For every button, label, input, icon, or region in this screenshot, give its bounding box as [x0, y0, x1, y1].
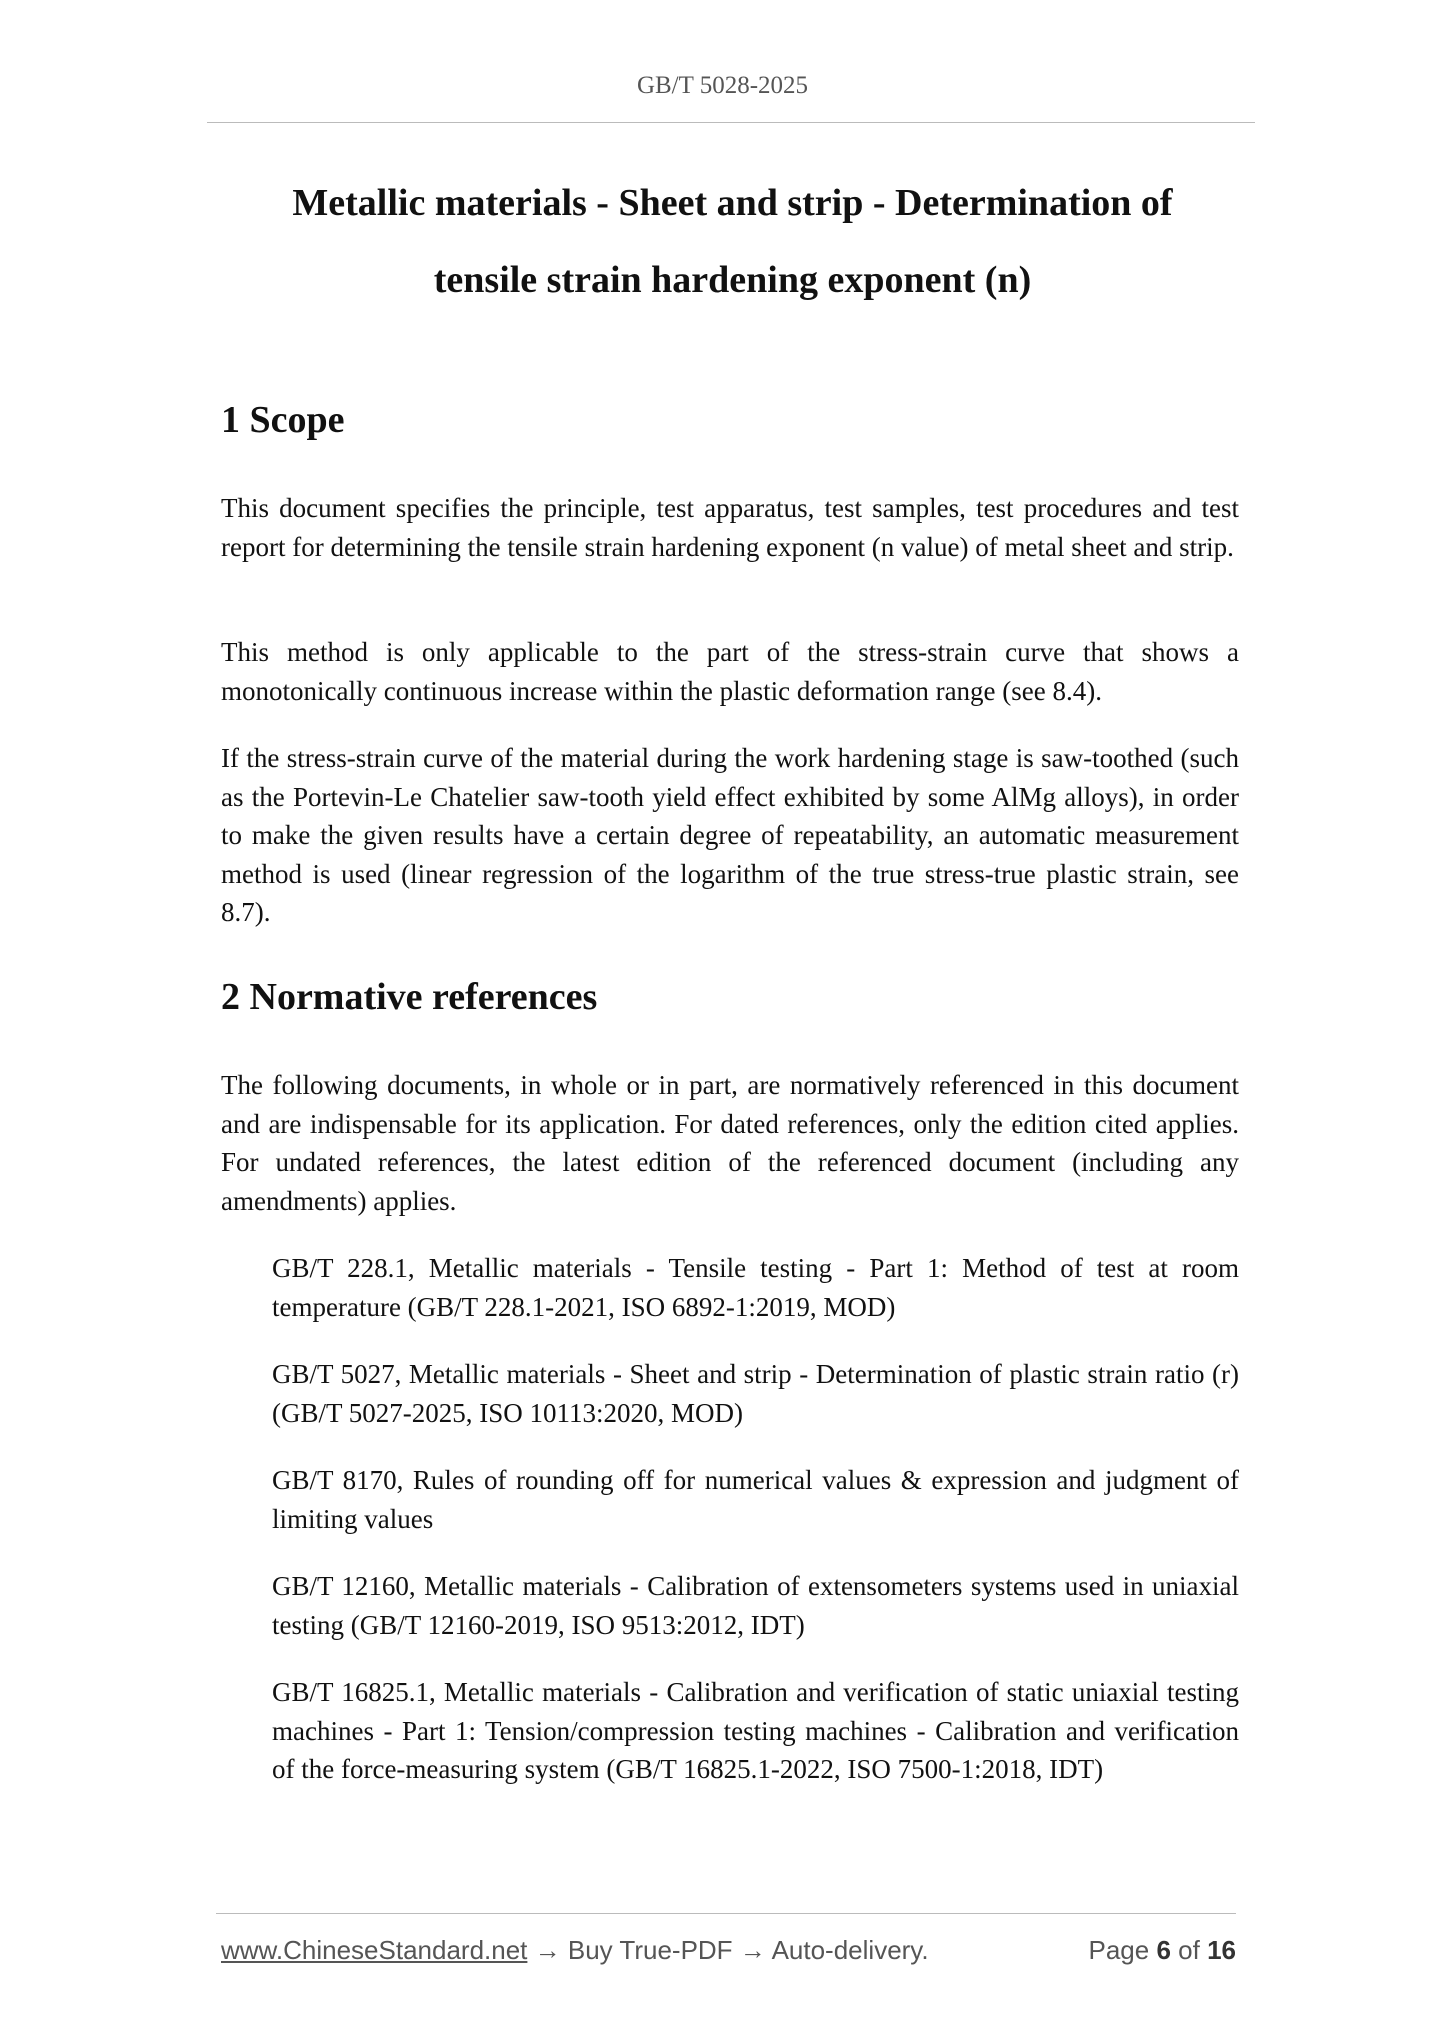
footer-promo [221, 1935, 929, 1966]
scope-paragraph: This method is only applicable to the part of the stress-strain curve that shows a monotonically continuous increase within the plastic deformation range (see 8.4). [221, 637, 1239, 706]
reference-item: GB/T 16825.1, Metallic materials - Calibration and verification of static uniaxial testing machines - Part 1: Tension/compression testing machines - Calibration and verification of the force-measuring system (GB/T 16825.1-2022, ISO 7500-1:2018, IDT) [272, 1677, 1239, 1784]
page-total: 16 [1207, 1935, 1236, 1965]
references-intro: The following documents, in whole or in part, are normatively referenced in this document and are indispensable for its application. For dated references, only the edition cited applies. For undated references, the latest edition of the referenced document (including any amendments) applies. [221, 1070, 1239, 1216]
section-heading-normative-references: 2 Normative references [221, 976, 598, 1018]
page-label: Page [1088, 1935, 1150, 1965]
page-of: of [1178, 1935, 1200, 1965]
document-title [220, 165, 1245, 319]
page-current: 6 [1156, 1935, 1171, 1965]
page-footer [221, 1935, 1236, 1966]
header-divider [207, 122, 1255, 123]
reference-item: GB/T 228.1, Metallic materials - Tensile testing - Part 1: Method of test at room temperature (GB/T 228.1-2021, ISO 6892-1:2019, MOD) [272, 1253, 1239, 1322]
title-line-2: tensile strain hardening exponent (n) [433, 259, 1032, 301]
reference-item: GB/T 5027, Metallic materials - Sheet and strip - Determination of plastic strain ratio (r) (GB/T 5027-2025, ISO 10113:2020, MOD) [272, 1359, 1239, 1428]
reference-item: GB/T 8170, Rules of rounding off for numerical values & expression and judgment of limiting values [272, 1465, 1239, 1534]
page-indicator [1088, 1935, 1236, 1966]
running-header: GB/T 5028-2025 [636, 72, 809, 99]
footer-divider [216, 1913, 1236, 1914]
scope-paragraph: If the stress-strain curve of the material during the work hardening stage is saw-toothed (such as the Portevin-Le Chatelier saw-tooth yield effect exhibited by some AlMg alloys), in order to make the given results have a certain degree of repeatability, an automatic measurement method is used (linear regression of the logarithm of the true stress-true plastic strain, see 8.7). [221, 743, 1239, 927]
reference-item: GB/T 12160, Metallic materials - Calibration of extensometers systems used in uniaxial testing (GB/T 12160-2019, ISO 9513:2012, IDT) [272, 1571, 1239, 1640]
site-link[interactable]: www.ChineseStandard.net [221, 1935, 528, 1965]
section-heading-scope: 1 Scope [221, 399, 345, 441]
title-line-1: Metallic materials - Sheet and strip - Determination of [292, 182, 1173, 224]
scope-paragraph: This document specifies the principle, test apparatus, test samples, test procedures and test report for determining the tensile strain hardening exponent (n value) of metal sheet and strip. [221, 493, 1239, 562]
promo-text: → Buy True-PDF → Auto-delivery. [527, 1935, 929, 1965]
